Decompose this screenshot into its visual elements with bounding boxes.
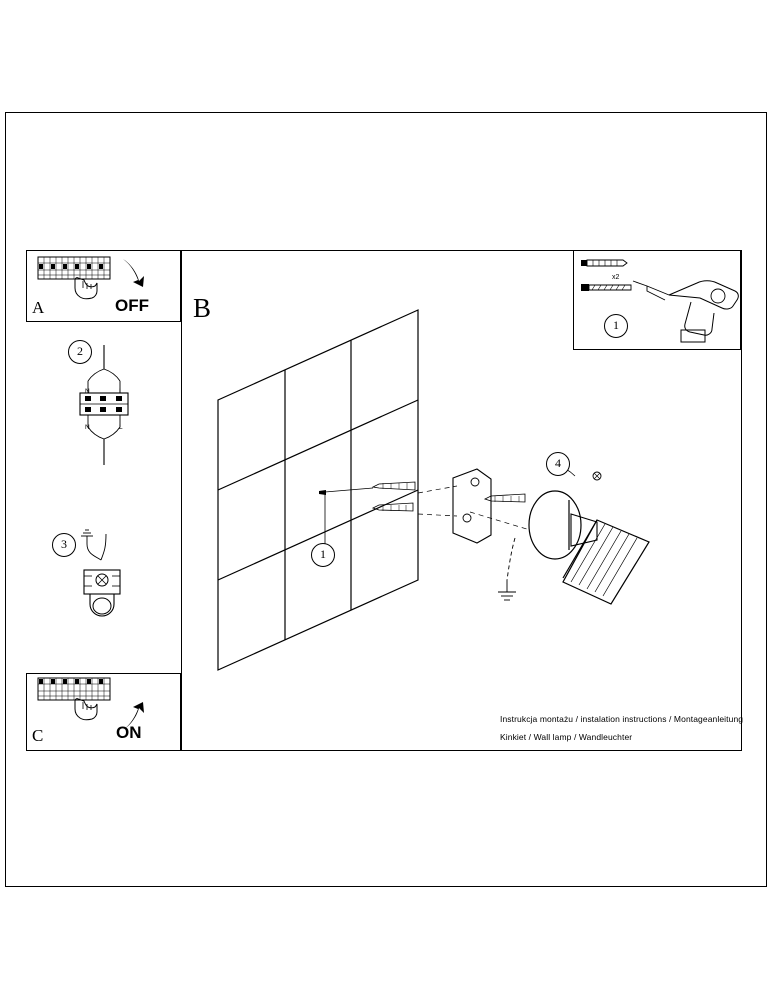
anchor-screw-assembly-upper (319, 482, 415, 495)
anchor-quantity-label: x2 (612, 274, 620, 281)
callout-4-lamp-mount: 4 (546, 452, 570, 476)
step-a-label: OFF (115, 296, 149, 315)
terminal-block-wiring-icon (72, 343, 152, 493)
wall-plug-icon (581, 260, 627, 266)
callout-1-wall-anchors: 1 (311, 543, 335, 567)
step-a-letter: A (32, 298, 45, 317)
wall-mount-illustration (185, 280, 745, 700)
callout-3-lamp-base: 3 (52, 533, 76, 557)
terminal-label-n-top: N (85, 388, 90, 395)
lamp-body (529, 491, 649, 604)
earth-ground-icon (498, 538, 516, 600)
callout-1-tools: 1 (604, 314, 628, 338)
lamp-base-icon (72, 528, 142, 638)
step-c-label: ON (116, 723, 142, 742)
step-b-letter: B (193, 293, 212, 323)
lamp-fixing-screw (593, 472, 601, 480)
callout-2-terminal-block: 2 (68, 340, 92, 364)
fuse-box-hand-icon-c (26, 673, 182, 752)
step-c-letter: C (32, 726, 44, 745)
instruction-caption-line1: Instrukcja montażu / instalation instructions / Montageanleitung (500, 714, 744, 724)
terminal-label-l-top: L (119, 388, 123, 395)
divider-horizontal-bottom (181, 750, 741, 751)
terminal-label-n-bottom: N (85, 424, 90, 431)
lamp-bracket (453, 469, 491, 543)
fuse-box-hand-icon-a (26, 250, 182, 323)
instruction-caption-line2: Kinkiet / Wall lamp / Wandleuchter (500, 732, 633, 742)
terminal-label-l-bottom: L (119, 424, 123, 431)
